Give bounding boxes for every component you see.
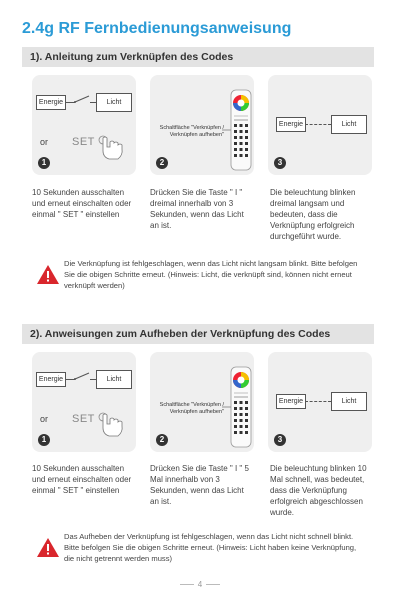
warning-text: Die Verknüpfung ist fehlgeschlagen, wenn das Licht nicht langsam blinkt. Bitte befolgen Sie die obigen Schritte erneut. (Hinweis: Licht, die verknüpft sind, können nicht erneut verknüpft werden) [64,259,358,290]
warning-icon [36,537,60,558]
warning-icon [36,264,60,285]
step-panel-remote [150,75,254,175]
warning-text: Das Aufheben der Verknüpfung ist fehlgeschlagen, wenn das Licht nicht schnell blinkt. Bitte befolgen Sie die obigen Schritte erneut. (Hinweis: Licht haben keine Verknüpfung, die nicht getrennt werden muss) [64,532,357,563]
wire [305,401,331,402]
link-button-callout: Schaltfläche "Verknüpfen / Verknüpfen aufheben" [159,402,224,415]
step-number: 2 [156,434,168,446]
step-number: 3 [274,434,286,446]
light-box: Licht [331,392,367,411]
or-label: or [40,137,49,147]
set-label: SET [72,136,95,148]
set-label: SET [72,413,95,425]
footer-divider [180,584,194,585]
remote-control-icon [230,89,252,171]
step-number: 2 [156,157,168,169]
step-description: Die beleuchtung blinken 10 Mal schnell, was bedeutet, dass die Verknüpfung erfolgreich abgeschlossen wurde. [270,464,367,517]
step-description: Drücken Sie die Taste " I " 5 Mal innerhalb von 3 Sekunden, wenn das Licht an ist. [150,464,249,506]
section-heading-unlink: 2). Anweisungen zum Aufheben der Verknüpfung des Codes [22,324,374,344]
step-number: 1 [38,157,50,169]
step-description: Die beleuchtung blinken dreimal langsam und bedeuten, dass die Verknüpfung erfolgreich durchgeführt wurde. [270,188,356,241]
hand-press-icon [96,410,126,440]
step-number: 1 [38,434,50,446]
light-box: Licht [331,115,367,134]
wire [305,124,331,125]
step-description: 10 Sekunden ausschalten und erneut einschalten oder einmal " SET " einstellen [32,464,132,495]
remote-control-icon [230,366,252,448]
light-box: Licht [96,370,132,389]
step-description: Drücken Sie die Taste " I " dreimal innerhalb von 3 Sekunden, wenn das Licht an ist. [150,188,244,230]
hand-press-icon [96,133,126,163]
step-panel-power-cycle [32,352,136,452]
switch-icon [74,371,92,383]
light-box: Licht [96,93,132,112]
energy-box: Energie [36,372,66,387]
page-title: 2.4g RF Fernbedienungsanweisung [22,20,292,37]
switch-icon [74,94,92,106]
energy-box: Energie [276,394,306,409]
step-panel-power-cycle [32,75,136,175]
step-panel-remote [150,352,254,452]
link-button-callout: Schaltfläche "Verknüpfen / Verknüpfen aufheben" [159,125,224,138]
step-number: 3 [274,157,286,169]
energy-box: Energie [36,95,66,110]
section-heading-link: 1). Anleitung zum Verknüpfen des Codes [22,47,374,67]
step-description: 10 Sekunden ausschalten und erneut einschalten oder einmal " SET " einstellen [32,188,132,219]
page-number: 4 [197,580,203,589]
step-panel-blink [268,352,372,452]
step-panel-blink [268,75,372,175]
page-footer [0,580,400,589]
energy-box: Energie [276,117,306,132]
footer-divider [206,584,220,585]
or-label: or [40,414,49,424]
